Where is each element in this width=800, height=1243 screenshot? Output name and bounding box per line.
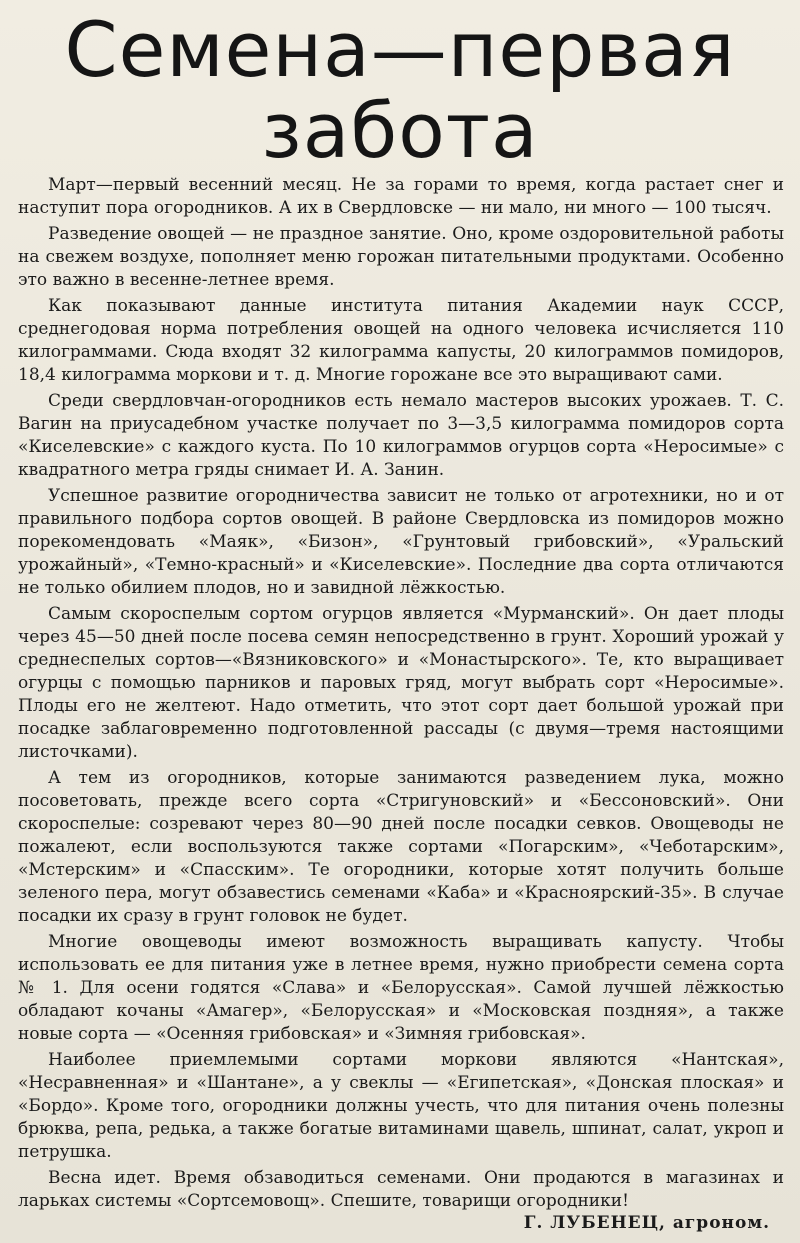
paragraph-8: Многие овощеводы имеют возможность выращивать капусту. Чтобы использовать ее для питания уже в летнее время, нужно приобрести семена сорта № 1. Для осени годятся «Слава» и «Белорусская». Самой лучшей лёжкостью обладают кочаны «Амагер», «Белорусская» и «Московская поздняя», а также новые сорта — «Осенняя грибовская» и «Зимняя грибовская». <box>18 932 784 1044</box>
paragraph-3: Как показывают данные института питания Академии наук СССР, среднегодовая норма потребления овощей на одного человека исчисляется 110 килограммами. Сюда входят 32 килограмма капусты, 20 килограммов помидоров, 18,4 килограмма моркови и т. д. Многие горожане все это выращивают сами. <box>18 296 784 385</box>
article-body <box>18 174 784 1216</box>
paragraph-2: Разведение овощей — не праздное занятие. Оно, кроме оздоровительной работы на свежем воздухе, пополняет меню горожан питательными продуктами. Особенно это важно в весенне-летнее время. <box>18 224 784 290</box>
headline-line-1: Семена—первая <box>64 5 736 94</box>
paragraph-1: Март—первый весенний месяц. Не за горами то время, когда растает снег и наступит пора огородников. А их в Свердловске — ни мало, ни много — 100 тысяч. <box>18 175 784 218</box>
paragraph-5: Успешное развитие огородничества зависит не только от агротехники, но и от правильного подбора сортов овощей. В районе Свердловска из помидоров можно порекомендовать «Маяк», «Бизон», «Грунтовый грибовский», «Уральский урожайный», «Темно-красный» и «Киселевские». Последние два сорта отличаются не только обилием плодов, но и завидной лёжкостью. <box>18 486 784 598</box>
paragraph-4: Среди свердловчан-огородников есть немало мастеров высоких урожаев. Т. С. Вагин на приусадебном участке получает по 3—3,5 килограмма помидоров сорта «Киселевские» с каждого куста. По 10 килограммов огурцов сорта «Неросимые» с квадратного метра гряды снимает И. А. Занин. <box>18 391 784 480</box>
author-signature: Г. ЛУБЕНЕЦ, агроном. <box>523 1213 770 1233</box>
paragraph-7: А тем из огородников, которые занимаются разведением лука, можно посоветовать, прежде всего сорта «Стригуновский» и «Бессоновский». Они скороспелые: созревают через 80—90 дней после посадки севков. Овощеводы не пожалеют, если воспользуются также сортами «Погарским», «Чеботарским», «Мстерским» и «Спасским». Те огородники, которые хотят получить больше зеленого пера, могут обзавестись семенами «Каба» и «Красноярский-35». В случае посадки их сразу в грунт головок не будет. <box>18 768 784 926</box>
headline-line-2: забота <box>261 86 539 175</box>
paragraph-10: Весна идет. Время обзаводиться семенами. Они продаются в магазинах и ларьках системы «Сортсемовощ». Спешите, товарищи огородники! <box>18 1168 784 1211</box>
paragraph-6: Самым скороспелым сортом огурцов является «Мурманский». Он дает плоды через 45—50 дней после посева семян непосредственно в грунт. Хороший урожай у среднеспелых сортов—«Вязниковского» и «Монастырского». Те, кто выращивает огурцы с помощью парников и паровых гряд, могут выбрать сорт «Неросимые». Плоды его не желтеют. Надо отметить, что этот сорт дает большой урожай при посадке заблаговременно подготовленной рассады (с двумя—тремя настоящими листочками). <box>18 604 784 762</box>
paragraph-9: Наиболее приемлемыми сортами моркови являются «Нантская», «Несравненная» и «Шантане», а у свеклы — «Египетская», «Донская плоская» и «Бордо». Кроме того, огородники должны учесть, что для питания очень полезны брюква, репа, редька, а также богатые витаминами щавель, шпинат, салат, укроп и петрушка. <box>18 1050 784 1162</box>
